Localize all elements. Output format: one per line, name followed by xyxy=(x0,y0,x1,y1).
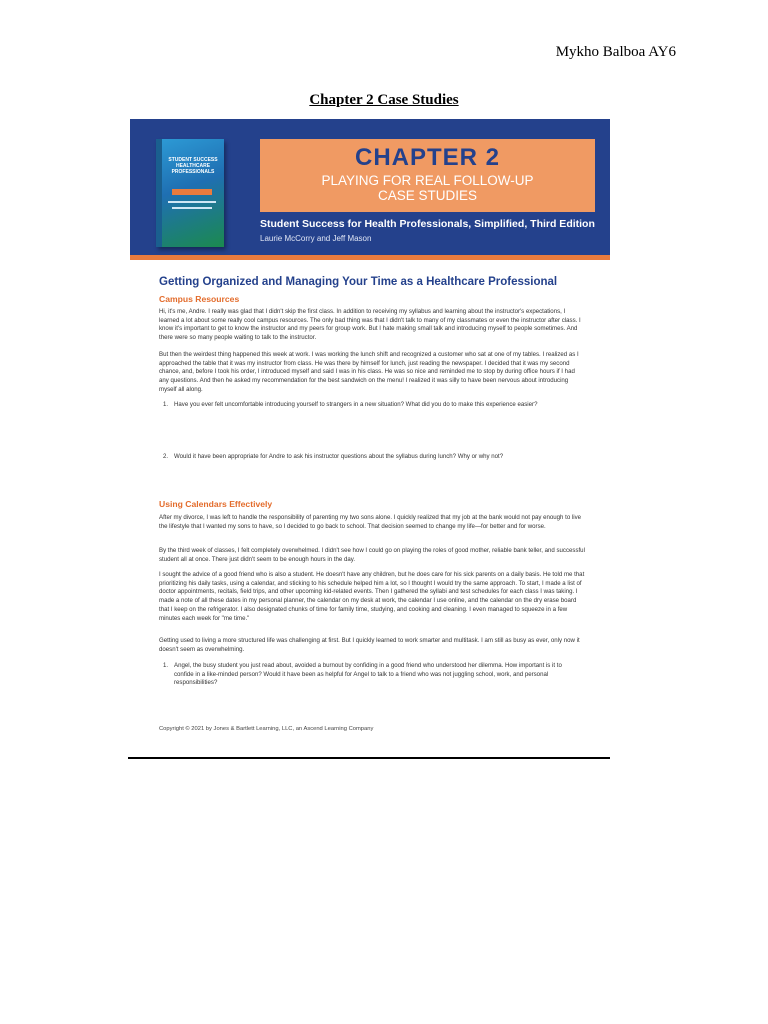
campus-paragraph-1: Hi, it's me, Andre. I really was glad that I didn't skip the first class. In addition to receiving my syllabus and learning about the instructor's expectations, I learned a lot about some really cool campus resources. The only bad thing was that I didn't talk to many of my classmates or even the instructor after class. I know it's important to get to know the instructor and my peers for group work. But I hate making small talk and introducing myself to people sometimes. And there were so many people waiting to talk to the instructor. xyxy=(159,308,581,342)
calendars-paragraph-3: I sought the advice of a good friend who is also a student. He doesn't have any children, but he does care for his sick parents on a daily basis. He told me that prioritizing his daily tasks, using a calendar, and sticking to his schedule helped him a lot, so I thought I would try the same approach. To start, I made a list of doctor appointments, recitals, field trips, and other upcoming kid-related events. Then I gathered the syllabi and test schedules for each class I was taking. I made a note of all these dates in my personal planner, the calendar on my desk at work, the calendar I use online, and the calendar on the dry erase board that I keep on the refrigerator. I also designated chunks of time for family time, studying, and cooking and cleaning. I even managed to squeeze in a few minutes each week for "me time." xyxy=(159,571,585,622)
document-title-text: Chapter 2 Case Studies xyxy=(309,92,459,108)
book-authors: Laurie McCorry and Jeff Mason xyxy=(260,234,372,243)
question-text: Would it have been appropriate for Andre to ask his instructor questions about the syllabus during lunch? Why or why not? xyxy=(174,453,504,460)
calendars-paragraph-1: After my divorce, I was left to handle the responsibility of parenting my two sons alone. I quickly realized that my job at the bank would not pay enough to live the lifestyle that I wanted my sons to have, so I decided to go back to school. That decision seemed to change my life—for better and for worse. xyxy=(159,514,582,530)
campus-resources-heading: Campus Resources xyxy=(159,294,240,304)
chapter-subtitle xyxy=(260,173,595,203)
book-cover-line xyxy=(168,201,216,203)
question-number: 1. xyxy=(163,662,169,669)
calendars-paragraph-4: Getting used to living a more structured life was challenging at first. But I quickly learned to work smarter and multitask. I am still as busy as ever, only now it doesn't seem as overwhelming. xyxy=(159,637,580,653)
section-title: Getting Organized and Managing Your Time as a Healthcare Professional xyxy=(159,276,558,288)
author-header: Mykho Balboa AY6 xyxy=(555,44,676,60)
question-number: 1. xyxy=(163,401,169,408)
chapter-banner xyxy=(130,119,610,259)
chapter-heading-box xyxy=(260,139,595,212)
question-text: Have you ever felt uncomfortable introducing yourself to strangers in a new situation? What did you do to make this experience easier? xyxy=(174,401,538,408)
chapter-subtitle-line2: CASE STUDIES xyxy=(377,188,478,203)
using-calendars-heading: Using Calendars Effectively xyxy=(159,499,273,509)
chapter-number: CHAPTER 2 xyxy=(354,144,501,171)
book-title: Student Success for Health Professionals, Simplified, Third Edition xyxy=(260,218,595,230)
book-cover-text: STUDENT SUCCESS HEALTHCARE PROFESSIONALS xyxy=(168,157,218,175)
book-spine xyxy=(156,139,162,247)
campus-paragraph-2: But then the weirdest thing happened this week at work. I was working the lunch shift and recognized a customer who sat at one of my tables. I realized as I approached the table that it was my instructor from class. He was there by himself for lunch, just reading the newspaper. I decided that it was my second chance, and, before I took his order, I introduced myself and said I was in his class. He was so nice and reminded me to stop by during office hours if I had any questions. And then he asked my recommendation for the best sandwich on the menu! I realized it was silly to have been nervous about introducing myself all along. xyxy=(159,351,579,393)
chapter-subtitle-line1: PLAYING FOR REAL FOLLOW-UP xyxy=(321,173,534,188)
question-number: 2. xyxy=(163,453,169,460)
calendars-paragraph-2: By the third week of classes, I felt completely overwhelmed. I didn't see how I could go on playing the roles of good mother, reliable bank teller, and successful student all at once. There just didn't seem to be enough hours in the day. xyxy=(159,547,585,563)
book-cover-line xyxy=(172,207,212,209)
book-cover-tag xyxy=(172,189,212,195)
banner-accent-stripe xyxy=(130,255,610,260)
horizontal-rule xyxy=(128,757,610,759)
document-title xyxy=(0,92,768,109)
book-cover-image xyxy=(156,139,224,247)
copyright-notice: Copyright © 2021 by Jones & Bartlett Learning, LLC, an Ascend Learning Company xyxy=(159,726,374,732)
question-text: Angel, the busy student you just read about, avoided a burnout by confiding in a good friend who understood her dilemma. How important is it to confide in a like-minded person? Would it have been as helpful for Angel to talk to a friend who was not juggling school, work, and personal responsibilities? xyxy=(174,662,562,687)
embedded-case-study-image xyxy=(130,119,610,745)
